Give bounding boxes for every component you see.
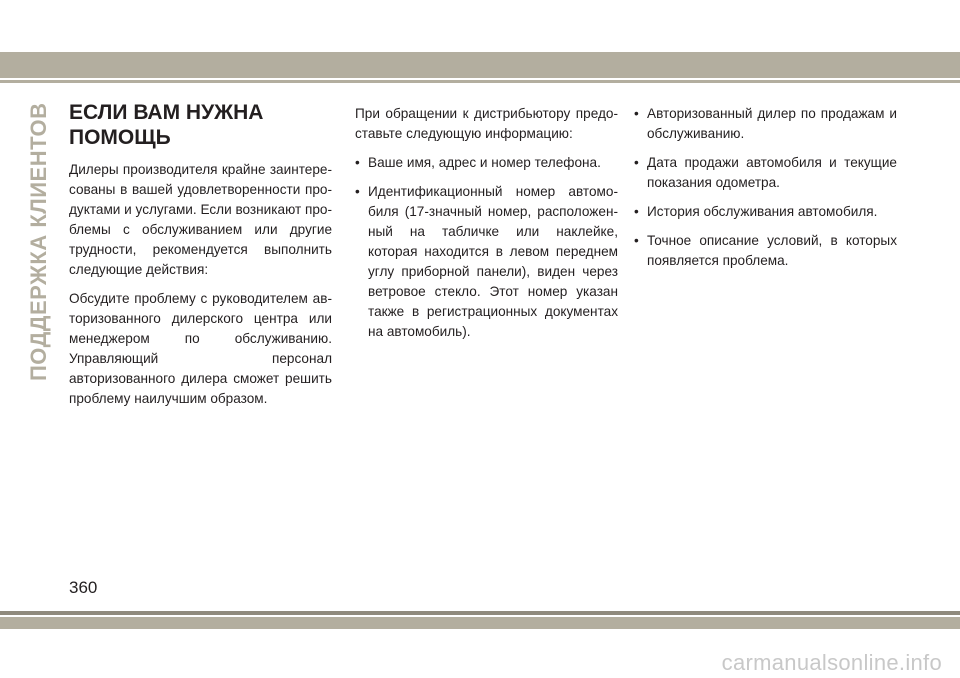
list-item: • Дата продажи автомобиля и текущие показания одометра.	[634, 153, 897, 193]
header-rule	[0, 80, 960, 83]
header-band	[0, 52, 960, 78]
heading-line-2: ПОМОЩЬ	[69, 126, 171, 149]
intro-paragraph: При обращении к дистрибьютору предоставьте следующую информацию:	[355, 106, 618, 141]
list-item: • Точное описание условий, в которых появляется проблема.	[634, 231, 897, 271]
info-list	[355, 153, 618, 342]
heading-line-1: ЕСЛИ ВАМ НУЖНА	[69, 101, 264, 124]
paragraph: Обсудите проблему с руководителем авторизованного дилерского центра или менеджером по обслуживанию. Управляющий персонал авторизованного дилера сможет решить проблему наилучшим образом.	[69, 291, 332, 406]
footer-band	[0, 617, 960, 629]
list-item: • Ваше имя, адрес и номер телефона.	[355, 153, 618, 173]
info-list-continued	[634, 104, 897, 271]
list-item: • История обслуживания автомобиля.	[634, 202, 897, 222]
column-3	[634, 104, 897, 280]
section-side-label: ПОДДЕРЖКА КЛИЕНТОВ	[26, 102, 51, 382]
section-heading	[69, 100, 332, 150]
column-2	[355, 104, 618, 351]
paragraph: Дилеры производителя крайне заинтересованы в вашей удовлетворенности продуктами и услугами. Если возникают проблемы с обслуживанием или другие трудности, рекомендуется выполнить следующие действия:	[69, 162, 332, 277]
page-number: 360	[69, 578, 98, 597]
list-item: • Идентификационный номер автомобиля (17-значный номер, расположенный на табличке или наклейке, которая находится в левом переднем углу приборной панели), виден через ветровое стекло. Этот номер указан также в регистрационных документах на автомобиль).	[355, 182, 618, 342]
footer-rule	[0, 611, 960, 615]
column-1	[69, 100, 332, 418]
list-item: • Авторизованный дилер по продажам и обслуживанию.	[634, 104, 897, 144]
watermark: carmanualsonline.info	[721, 650, 942, 675]
